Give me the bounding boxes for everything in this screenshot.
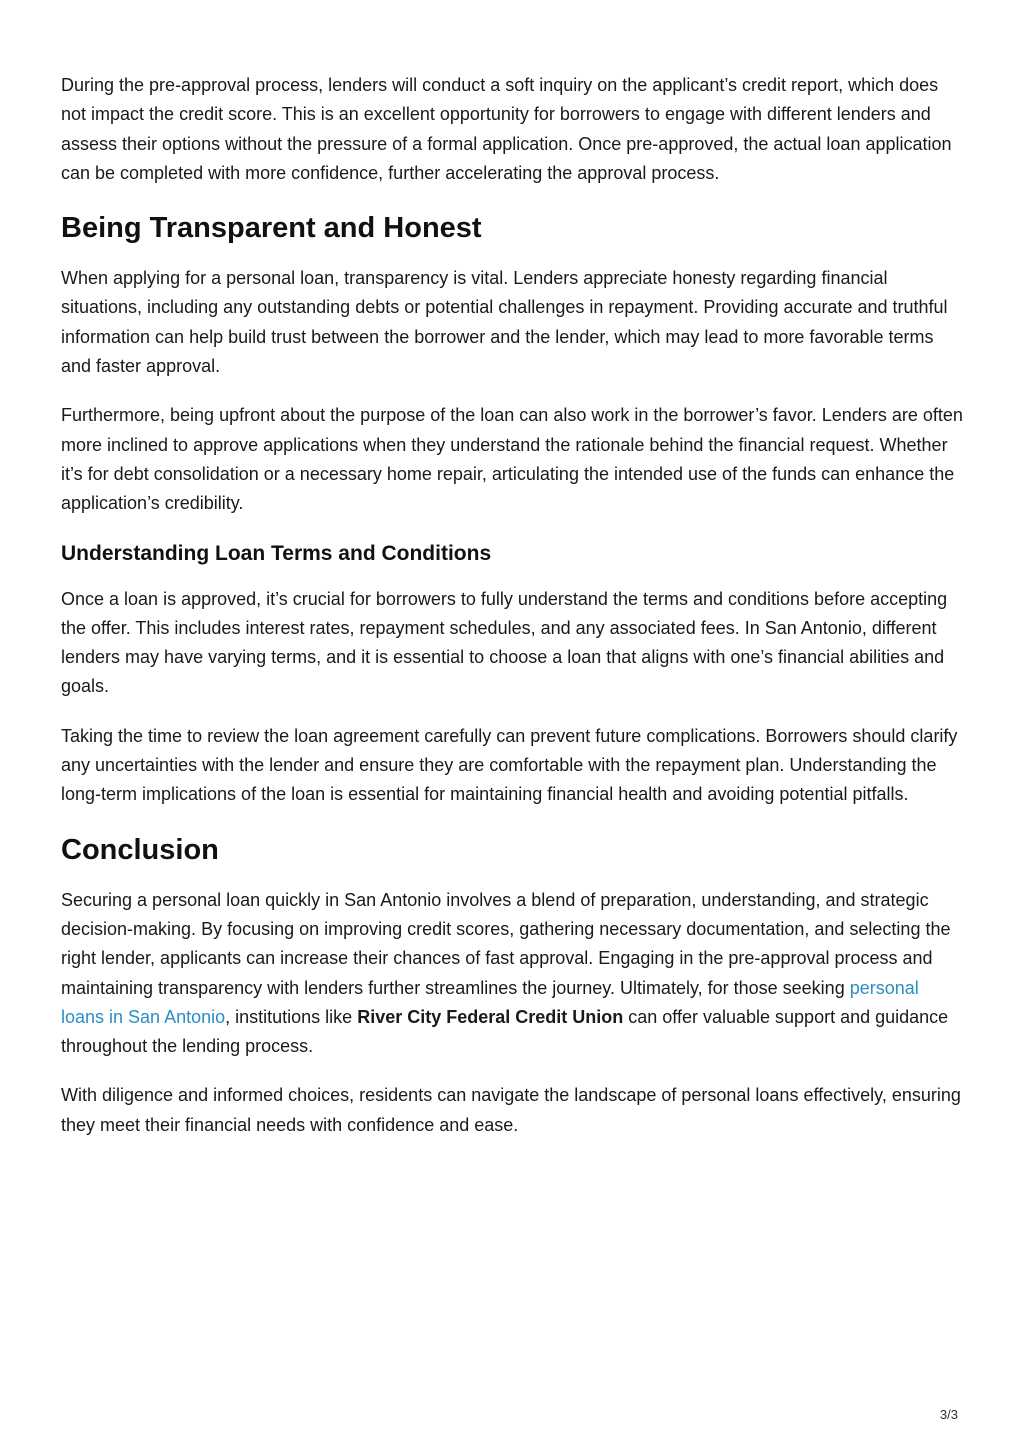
paragraph-review-agreement: Taking the time to review the loan agreement carefully can prevent future complications. Borrowers should clarify any uncertainties with the lender and ensure they are comfortable with the repayment plan. Understanding the long-term implications of the loan is essential for maintaining financial health and avoiding potential pitfalls. <box>61 725 958 805</box>
personal-loans-link[interactable]: personal loans in San Antonio <box>61 977 919 1027</box>
conclusion-text-start: Securing a personal loan quickly in San Antonio involves a blend of preparation, understanding, and strategic decision-making. By focusing on improving credit scores, gathering necessary documentation, and selecting the right lender, applicants can increase their chances of fast approval. Engaging in the pre-approval process and maintaining transparency with lenders further streamlines the journey. Ultimately, for those seeking <box>61 889 951 998</box>
page-number: 3/3 <box>939 1407 958 1422</box>
paragraph-final-remarks: With diligence and informed choices, residents can navigate the landscape of personal loans effectively, ensuring they meet their financial needs with confidence and ease. <box>61 1085 961 1135</box>
paragraph-pre-approval: During the pre-approval process, lenders will conduct a soft inquiry on the applicant’s credit report, which does not impact the credit score. This is an excellent opportunity for borrowers to engage with different lenders and assess their options without the pressure of a formal application. Once pre-approved, the actual loan application can be completed with more confidence, further accelerating the approval process. <box>61 75 952 183</box>
document-body <box>61 71 966 1140</box>
paragraph-terms-understanding: Once a loan is approved, it’s crucial for borrowers to fully understand the terms and conditions before accepting the offer. This includes interest rates, repayment schedules, and any associated fees. In San Antonio, different lenders may have varying terms, and it is essential to choose a loan that aligns with one’s financial abilities and goals. <box>61 588 948 697</box>
conclusion-text-middle: , institutions like <box>225 1006 358 1027</box>
heading-conclusion: Conclusion <box>61 833 219 866</box>
heading-being-transparent: Being Transparent and Honest <box>61 212 482 245</box>
paragraph-transparency: When applying for a personal loan, transparency is vital. Lenders appreciate honesty regarding financial situations, including any outstanding debts or potential challenges in repayment. Providing accurate and truthful information can help build trust between the borrower and the lender, which may lead to more favorable terms and faster approval. <box>61 268 948 377</box>
conclusion-text-end: can offer valuable support and guidance throughout the lending process. <box>61 1006 949 1057</box>
credit-union-name: River City Federal Credit Union <box>357 1006 624 1027</box>
paragraph-upfront-purpose: Furthermore, being upfront about the purpose of the loan can also work in the borrower’s favor. Lenders are often more inclined to approve applications when they understand the rationale behind the financial request. Whether it’s for debt consolidation or a necessary home repair, articulating the intended use of the funds can enhance the application’s credibility. <box>61 405 963 514</box>
paragraph-conclusion-summary <box>61 886 966 1062</box>
heading-loan-terms: Understanding Loan Terms and Conditions <box>61 541 492 565</box>
